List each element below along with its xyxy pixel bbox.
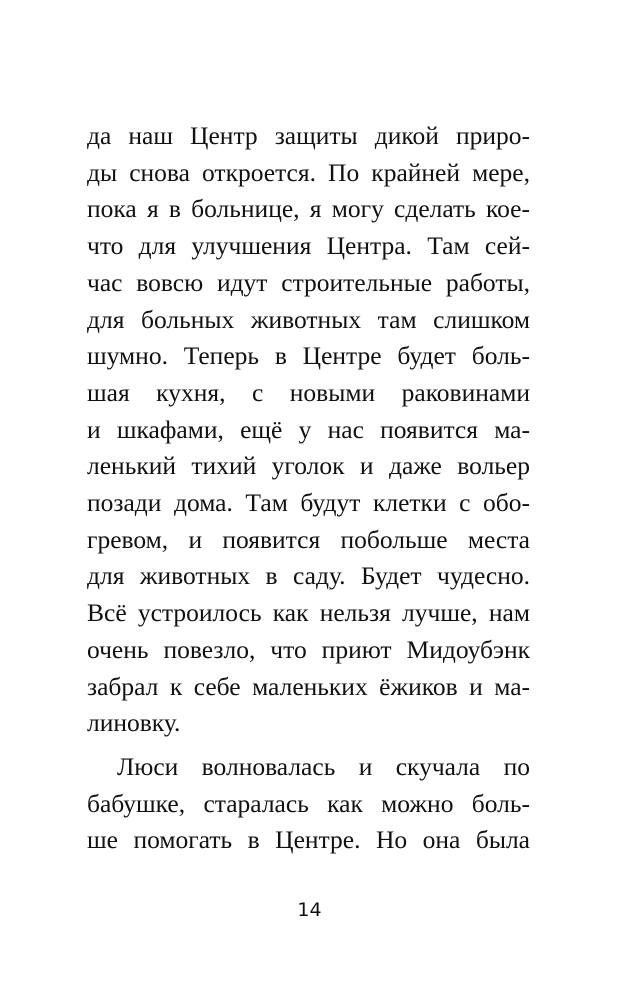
text-line: для животных в саду. Будет чудесно. <box>87 561 530 591</box>
text-line: забрал к себе маленьких ёжиков и ма- <box>87 671 530 701</box>
text-line: час вовсю идут строительные работы, <box>87 267 530 297</box>
page-body-text <box>87 118 530 859</box>
text-line: позади дома. Там будут клетки с обо- <box>87 488 530 518</box>
text-line: бабушке, старалась как можно боль- <box>87 788 530 818</box>
text-line: что для улучшения Центра. Там сей- <box>87 231 530 261</box>
text-line: шумно. Теперь в Центре будет боль- <box>87 341 530 371</box>
text-line: ленький тихий уголок и даже вольер <box>87 451 530 481</box>
text-line: линовку. <box>87 708 181 738</box>
page-number: 14 <box>297 899 322 921</box>
text-line: Всё устроилось как нельзя лучше, нам <box>87 598 530 628</box>
text-line: пока я в больнице, я могу сделать кое- <box>87 194 530 224</box>
text-line: ше помогать в Центре. Но она была <box>87 825 530 855</box>
paragraph-1 <box>87 118 530 742</box>
paragraph-2 <box>87 749 530 859</box>
text-line: для больных животных там слишком <box>87 304 530 334</box>
text-line: Люси волновалась и скучала по <box>117 751 530 781</box>
text-line: ды снова откроется. По крайней мере, <box>87 157 530 187</box>
text-line: очень повезло, что приют Мидоубэнк <box>87 634 530 664</box>
text-line: и шкафами, ещё у нас появится ма- <box>87 414 530 444</box>
text-line: да наш Центр защиты дикой приро- <box>87 121 530 150</box>
text-line: гревом, и появится побольше места <box>87 524 530 554</box>
text-line: шая кухня, с новыми раковинами <box>87 377 530 407</box>
paragraph-spacer <box>87 742 530 749</box>
